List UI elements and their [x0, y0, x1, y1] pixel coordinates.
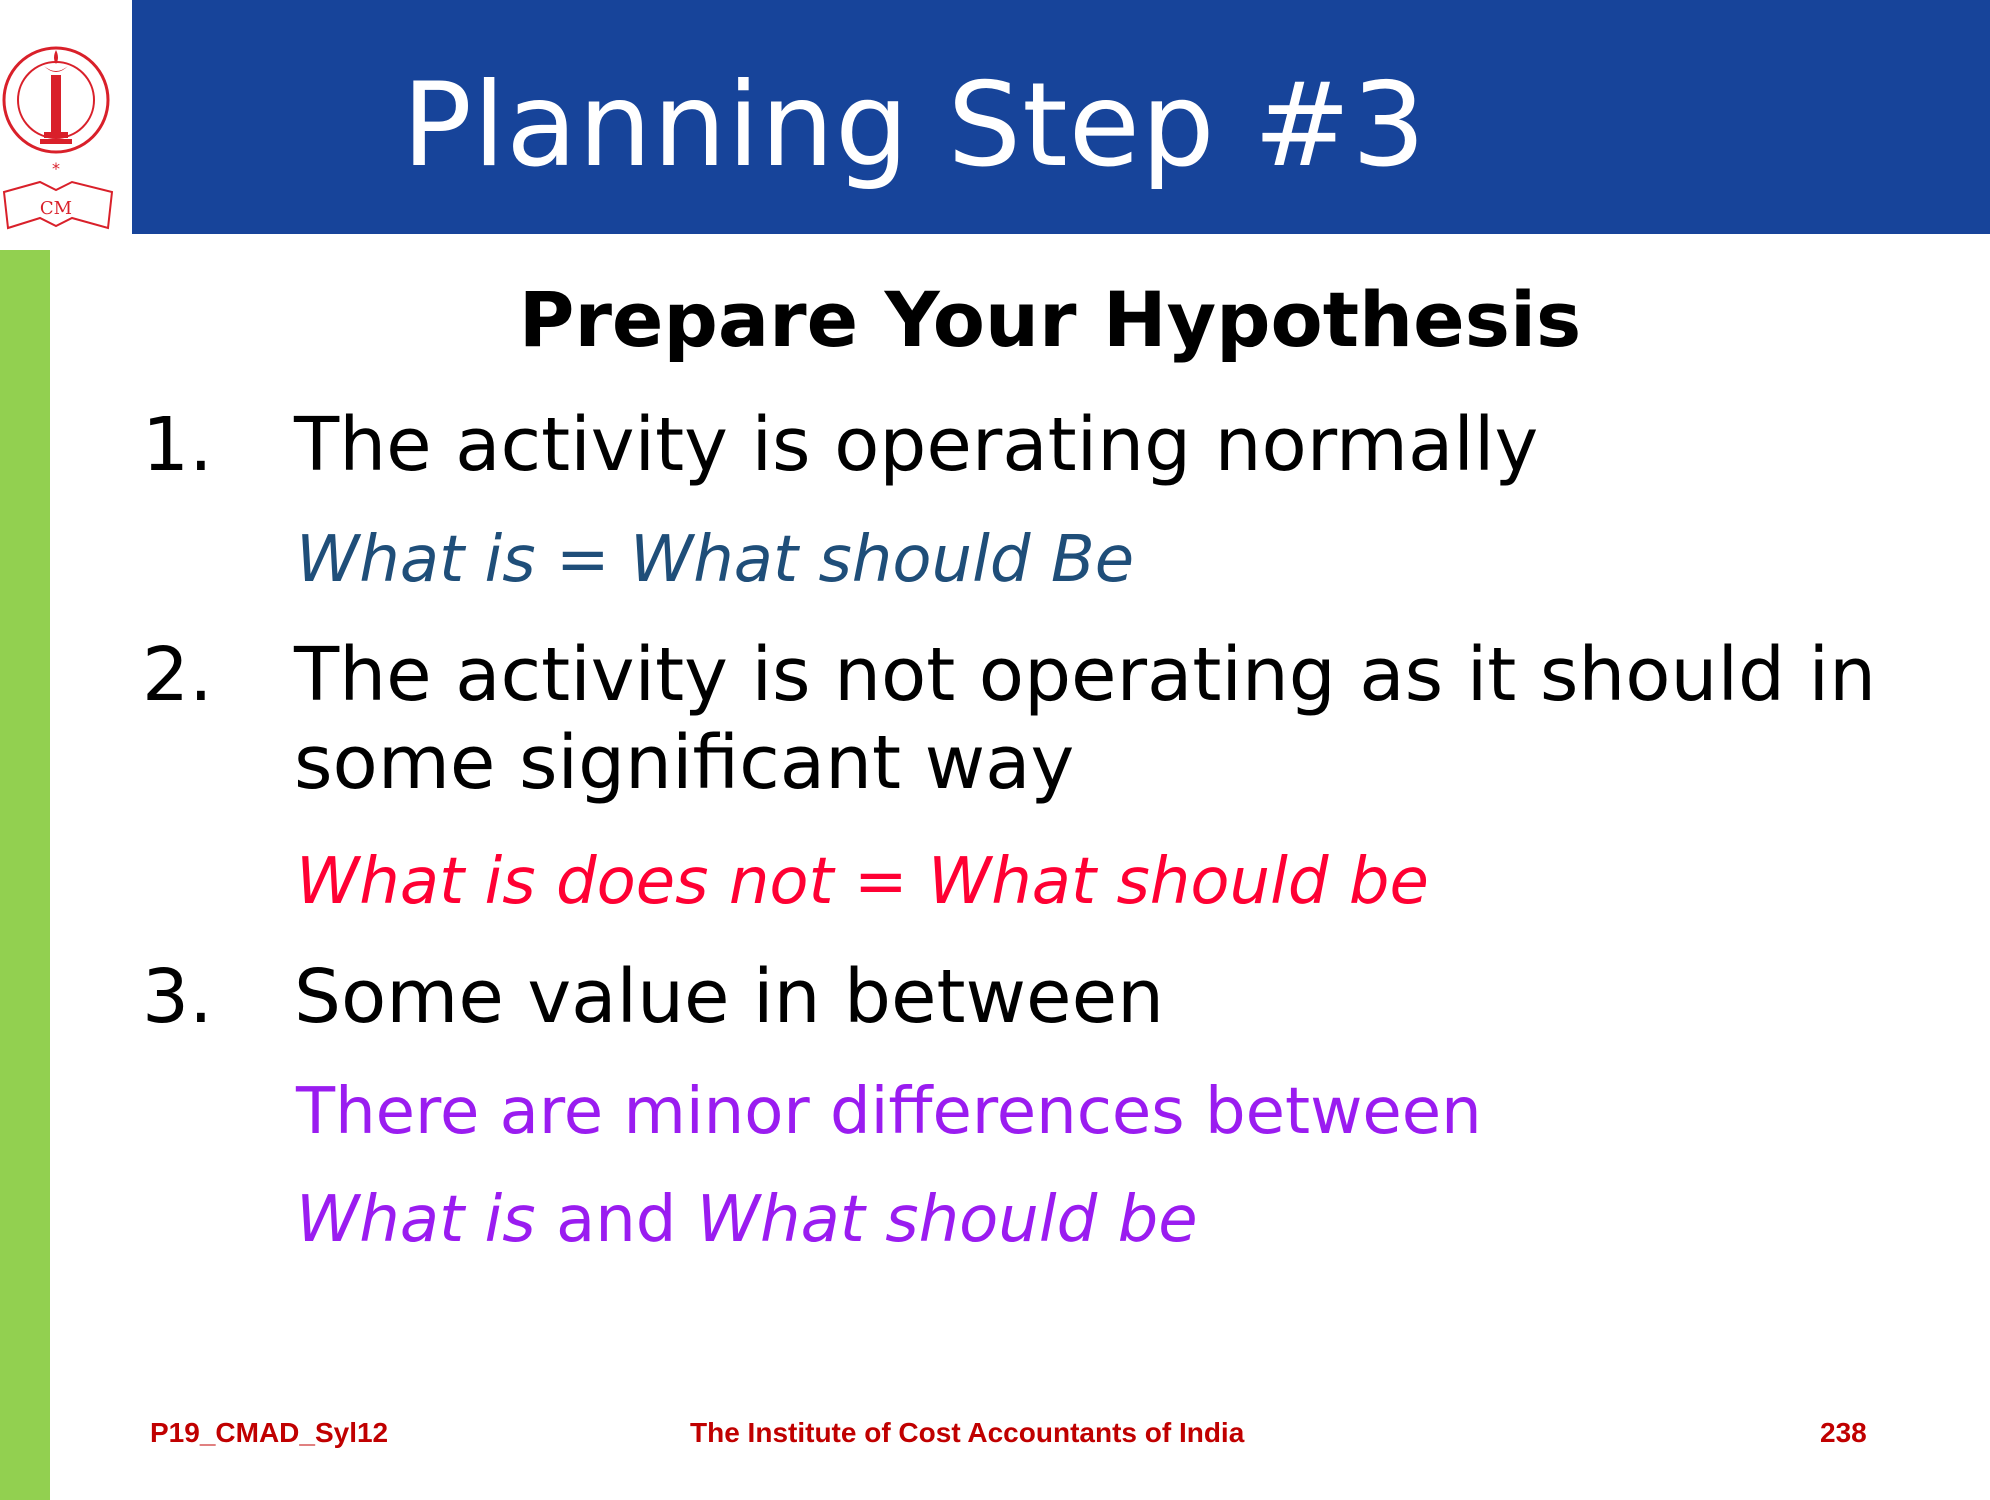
slide-title: Planning Step #3 [402, 58, 1427, 193]
item-3-note-line2 [296, 1183, 1198, 1257]
note-and: and [535, 1183, 697, 1257]
item-1-note: What is = What should Be [296, 523, 1135, 597]
svg-text:*: * [52, 159, 60, 178]
slide-subtitle: Prepare Your Hypothesis [518, 275, 1582, 364]
item-3-text: Some value in between [294, 954, 1165, 1040]
item-1-text: The activity is operating normally [294, 402, 1539, 488]
svg-text:CM: CM [39, 198, 73, 219]
item-2-number: 2. [142, 632, 213, 718]
institute-logo-icon [0, 0, 132, 236]
footer-page-number: 238 [1820, 1417, 1867, 1448]
item-2-text-line1: The activity is not operating as it should in [294, 632, 1876, 718]
footer-institute-name: The Institute of Cost Accountants of India [690, 1417, 1245, 1448]
item-2-text-line2: some significant way [294, 720, 1075, 806]
footer-course-code: P19_CMAD_Syl12 [150, 1417, 389, 1448]
item-3-number: 3. [142, 954, 213, 1040]
title-bar [132, 0, 1990, 234]
note-what-should-be: What should be [696, 1183, 1198, 1257]
logo [0, 0, 132, 236]
note-what-is: What is [296, 1183, 536, 1257]
green-side-bar [0, 250, 50, 1500]
item-3-note-line1: There are minor differences between [296, 1075, 1482, 1149]
item-2-note: What is does not = What should be [296, 845, 1429, 919]
item-1-number: 1. [142, 402, 213, 488]
